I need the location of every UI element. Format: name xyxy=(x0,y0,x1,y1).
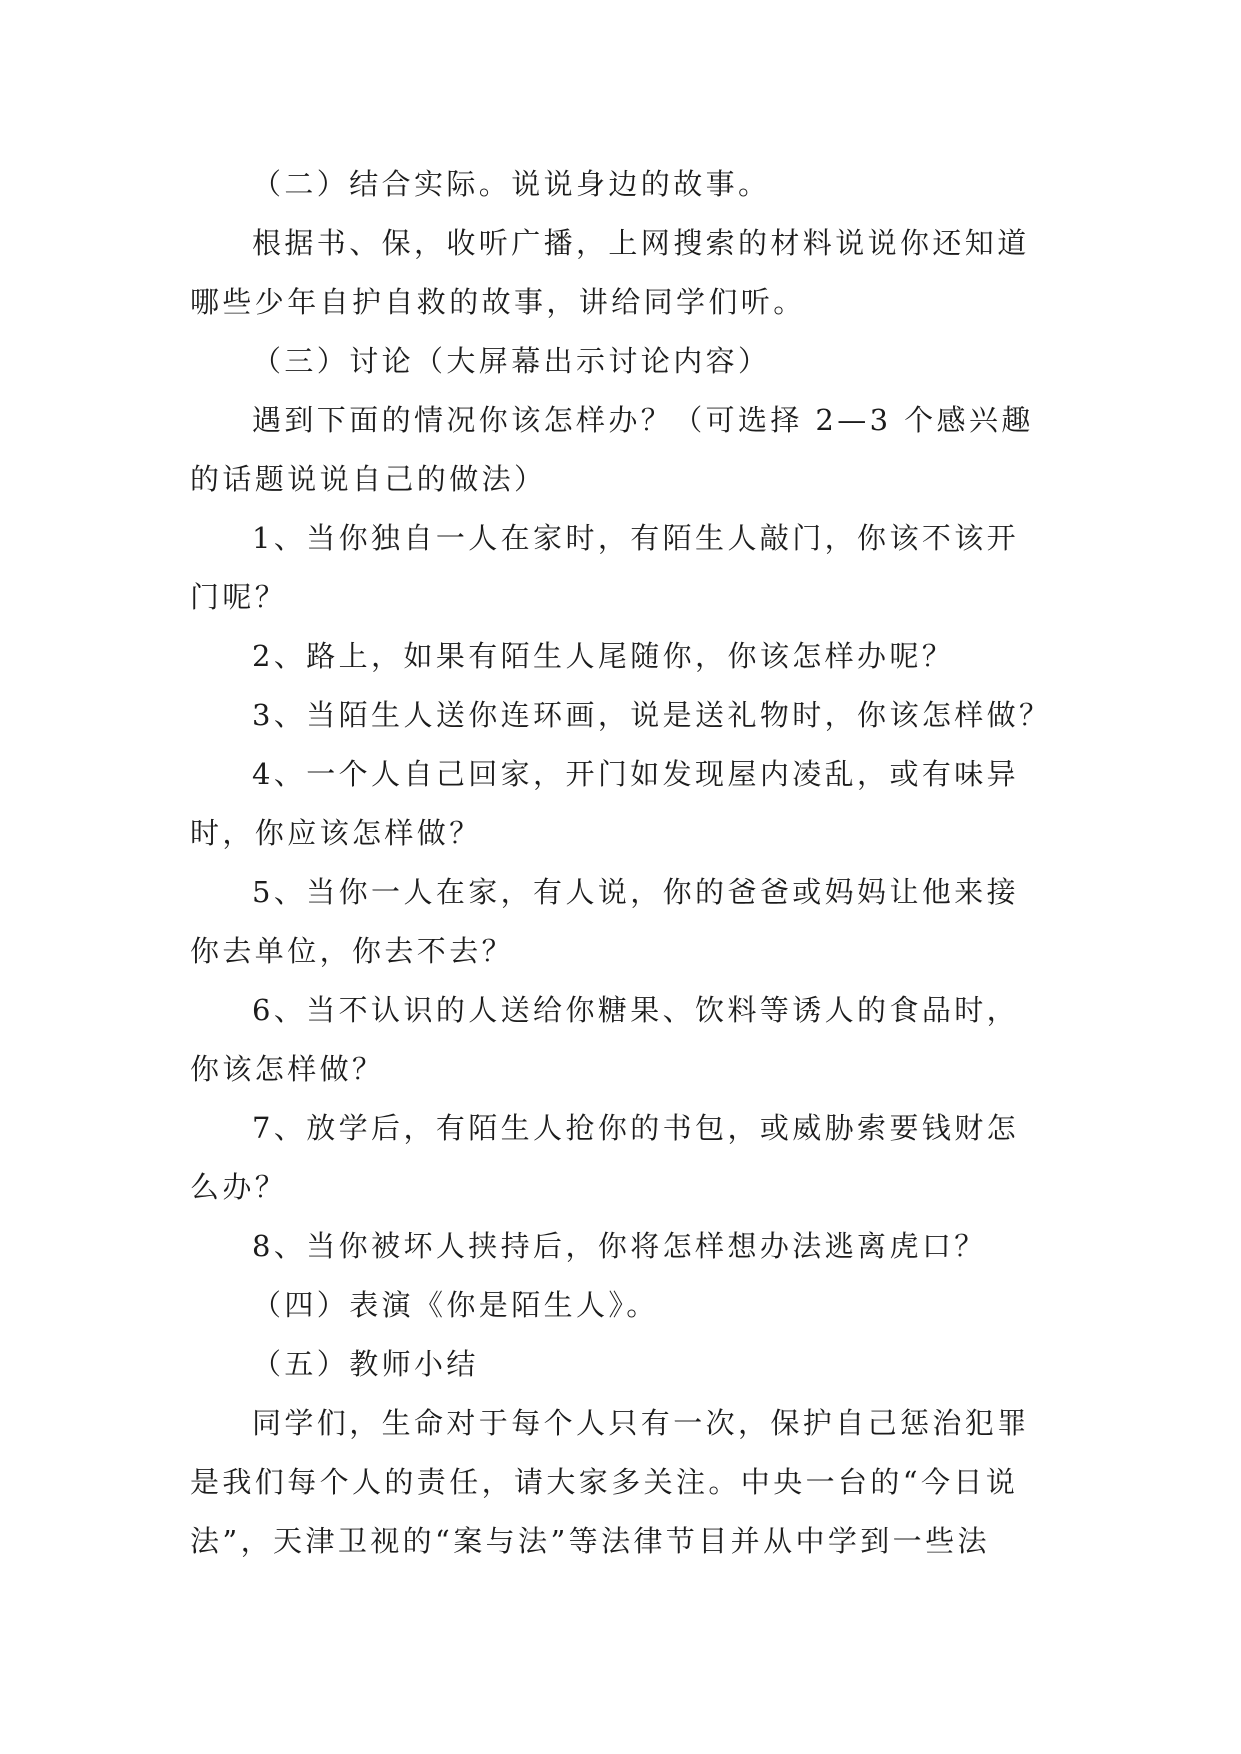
paragraph-line: 的话题说说自己的做法） xyxy=(190,462,547,496)
section-heading-three: （三）讨论（大屏幕出示讨论内容） xyxy=(252,344,771,378)
list-item-1-continued: 门呢？ xyxy=(190,580,288,614)
paragraph-line: 法”，天津卫视的“案与法”等法律节目并从中学到一些法 xyxy=(190,1524,990,1558)
list-item-2: 2、路上，如果有陌生人尾随你，你该怎样办呢？ xyxy=(252,639,955,673)
section-heading-two: （二）结合实际。说说身边的故事。 xyxy=(252,167,771,201)
list-item-3: 3、当陌生人送你连环画，说是送礼物时，你该怎样做？ xyxy=(252,698,1052,732)
paragraph-line: 是我们每个人的责任，请大家多关注。中央一台的“今日说 xyxy=(190,1465,1019,1499)
list-item-5-continued: 你去单位，你去不去？ xyxy=(190,934,515,968)
paragraph-line: 哪些少年自护自救的故事，讲给同学们听。 xyxy=(190,285,806,319)
list-item-4-continued: 时，你应该怎样做？ xyxy=(190,816,482,850)
list-item-5: 5、当你一人在家，有人说，你的爸爸或妈妈让他来接 xyxy=(252,875,1020,909)
list-item-1: 1、当你独自一人在家时，有陌生人敲门，你该不该开 xyxy=(252,521,1020,555)
document-body xyxy=(190,155,1070,1571)
list-item-7: 7、放学后，有陌生人抢你的书包，或威胁索要钱财怎 xyxy=(252,1111,1020,1145)
paragraph-line: 遇到下面的情况你该怎样办？（可选择 2—3 个感兴趣 xyxy=(252,403,1034,437)
list-item-7-continued: 么办？ xyxy=(190,1170,288,1204)
section-heading-four: （四）表演《你是陌生人》。 xyxy=(252,1288,659,1322)
list-item-6-continued: 你该怎样做？ xyxy=(190,1052,385,1086)
paragraph-line: 根据书、保，收听广播，上网搜索的材料说说你还知道 xyxy=(252,226,1030,260)
list-item-6: 6、当不认识的人送给你糖果、饮料等诱人的食品时， xyxy=(252,993,1020,1027)
paragraph-line: 同学们，生命对于每个人只有一次，保护自己惩治犯罪 xyxy=(252,1406,1030,1440)
section-heading-five: （五）教师小结 xyxy=(252,1347,479,1381)
list-item-8: 8、当你被坏人挟持后，你将怎样想办法逃离虎口？ xyxy=(252,1229,987,1263)
list-item-4: 4、一个人自己回家，开门如发现屋内凌乱，或有味异 xyxy=(252,757,1020,791)
